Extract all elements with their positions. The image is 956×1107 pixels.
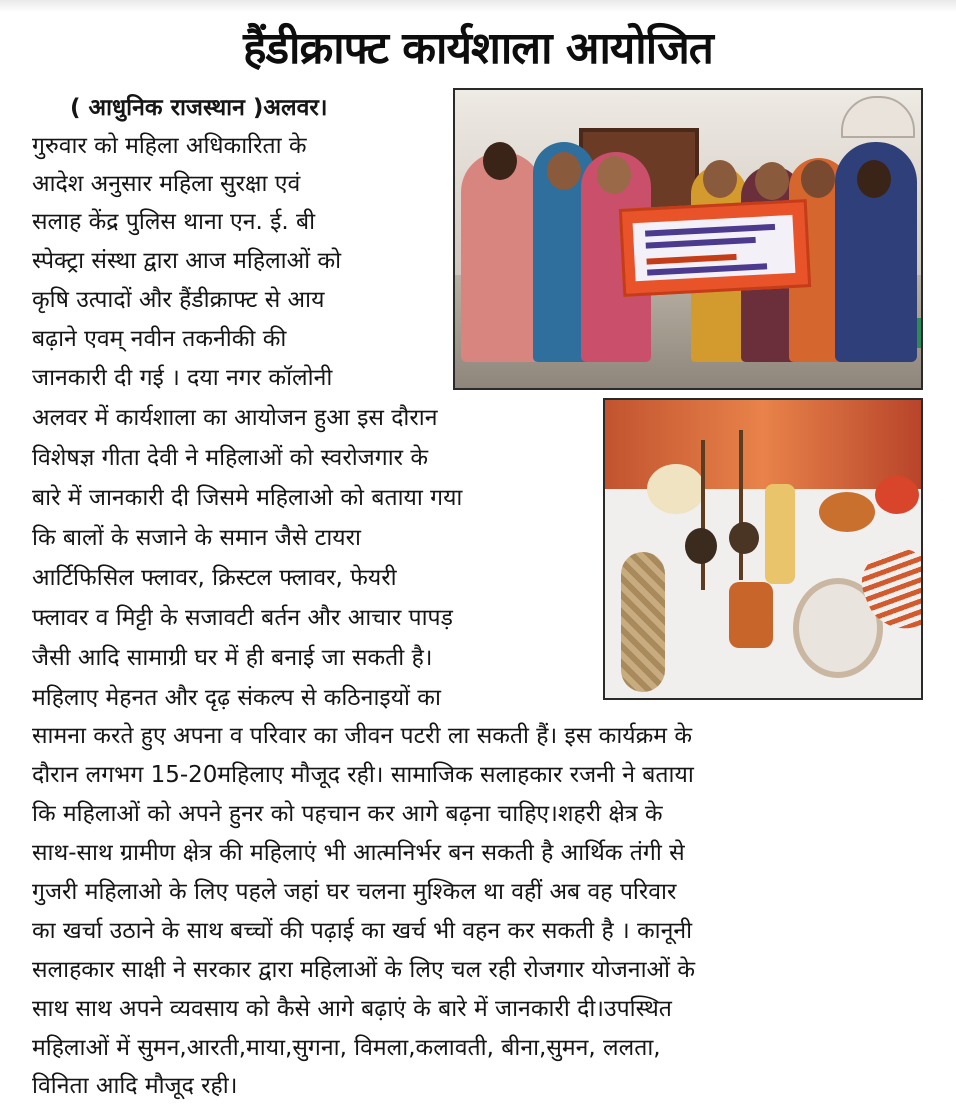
person-head <box>597 156 631 194</box>
banner-text-line <box>646 254 736 265</box>
article-line: सलाहकार साक्षी ने सरकार द्वारा महिलाओं के लिए चल रही रोजगार योजनाओं के <box>32 957 696 983</box>
person-head <box>755 162 789 200</box>
article-line: कि बालों के सजाने के समान जैसे टायरा <box>32 525 361 551</box>
craft-item <box>819 492 875 532</box>
article-line: गुरुवार को महिला अधिकारिता के <box>32 133 307 159</box>
rope-craft-item <box>621 552 665 692</box>
article-line: गुजरी महिलाओ के लिए पहले जहां घर चलना मुश्किल था वहीं अब वह परिवार <box>32 879 677 905</box>
handicraft-photo <box>603 398 923 700</box>
article-line: बढ़ाने एवम् नवीन तकनीकी की <box>32 326 287 352</box>
page-top-strip <box>0 0 956 12</box>
person-figure <box>461 152 543 362</box>
article-line: महिलाए मेहनत और दृढ़ संकल्प से कठिनाइयों का <box>32 685 441 711</box>
article-line: बारे में जानकारी दी जिसमे महिलाओ को बताया गया <box>32 485 463 511</box>
craft-item <box>729 522 759 554</box>
article-dateline: ( आधुनिक राजस्थान )अलवर। <box>70 95 328 121</box>
article-line: अलवर में कार्यशाला का आयोजन हुआ इस दौरान <box>32 405 438 431</box>
article-line: दौरान लगभग 15-20महिलाए मौजूद रही। सामाजिक सलाहकार रजनी ने बताया <box>32 762 694 788</box>
person-head <box>703 160 737 198</box>
article-line: विशेषज्ञ गीता देवी ने महिलाओं को स्वरोजगार के <box>32 445 429 471</box>
article-line: का खर्चा उठाने के साथ बच्चों की पढ़ाई का खर्च भी वहन कर सकती है । कानूनी <box>32 918 693 944</box>
article-line: महिलाओं में सुमन,आरती,माया,सुगना, विमला,कलावती, बीना,सुमन, ललता, <box>32 1035 661 1061</box>
article-line: सलाह केंद्र पुलिस थाना एन. ई. बी <box>32 209 316 235</box>
article-line: जानकारी दी गई । दया नगर कॉलोनी <box>32 365 333 391</box>
craft-item <box>765 484 795 584</box>
article-line: साथ साथ अपने व्यवसाय को कैसे आगे बढ़ाएं के बारे में जानकारी दी।उपस्थित <box>32 996 672 1022</box>
craft-stick <box>701 440 705 590</box>
craft-item <box>647 464 705 514</box>
article-line: विनिता आदि मौजूद रही। <box>32 1073 238 1099</box>
article-line: कृषि उत्पादों और हैंडीक्राफ्ट से आय <box>32 287 325 313</box>
article-line: जैसी आदि सामाग्री घर में ही बनाई जा सकती है। <box>32 645 433 671</box>
article-line: स्पेक्ट्रा संस्था द्वारा आज महिलाओं को <box>32 248 342 274</box>
banner-text-line <box>647 263 767 275</box>
banner-panel <box>633 215 796 281</box>
article-line: साथ-साथ ग्रामीण क्षेत्र की महिलाएं भी आत्मनिर्भर बन सकती है आर्थिक तंगी से <box>32 840 685 866</box>
workshop-banner <box>619 199 811 297</box>
banner-text-line <box>646 237 756 249</box>
craft-item <box>729 582 773 648</box>
article-headline: हैंडीक्राफ्ट कार्यशाला आयोजित <box>243 23 713 74</box>
craft-item <box>875 476 919 514</box>
article-line: आर्टिफिसिल फ्लावर, क्रिस्टल फ्लावर, फेयरी <box>32 565 397 591</box>
person-head <box>857 160 891 198</box>
craft-item <box>685 528 717 564</box>
article-line: आदेश अनुसार महिला सुरक्षा एवं <box>32 171 301 197</box>
banner-text-line <box>645 224 775 237</box>
article-line: सामना करते हुए अपना व परिवार का जीवन पटरी ला सकती हैं। इस कार्यक्रम के <box>32 723 693 749</box>
article-line: फ्लावर व मिट्टी के सजावटी बर्तन और आचार पापड़ <box>32 605 453 631</box>
person-head <box>801 160 835 198</box>
person-head <box>483 142 517 180</box>
group-photo <box>453 88 923 390</box>
person-head <box>547 152 581 190</box>
craft-stick <box>739 430 743 580</box>
article-line: कि महिलाओं को अपने हुनर को पहचान कर आगे बढ़ना चाहिए।शहरी क्षेत्र के <box>32 801 663 827</box>
